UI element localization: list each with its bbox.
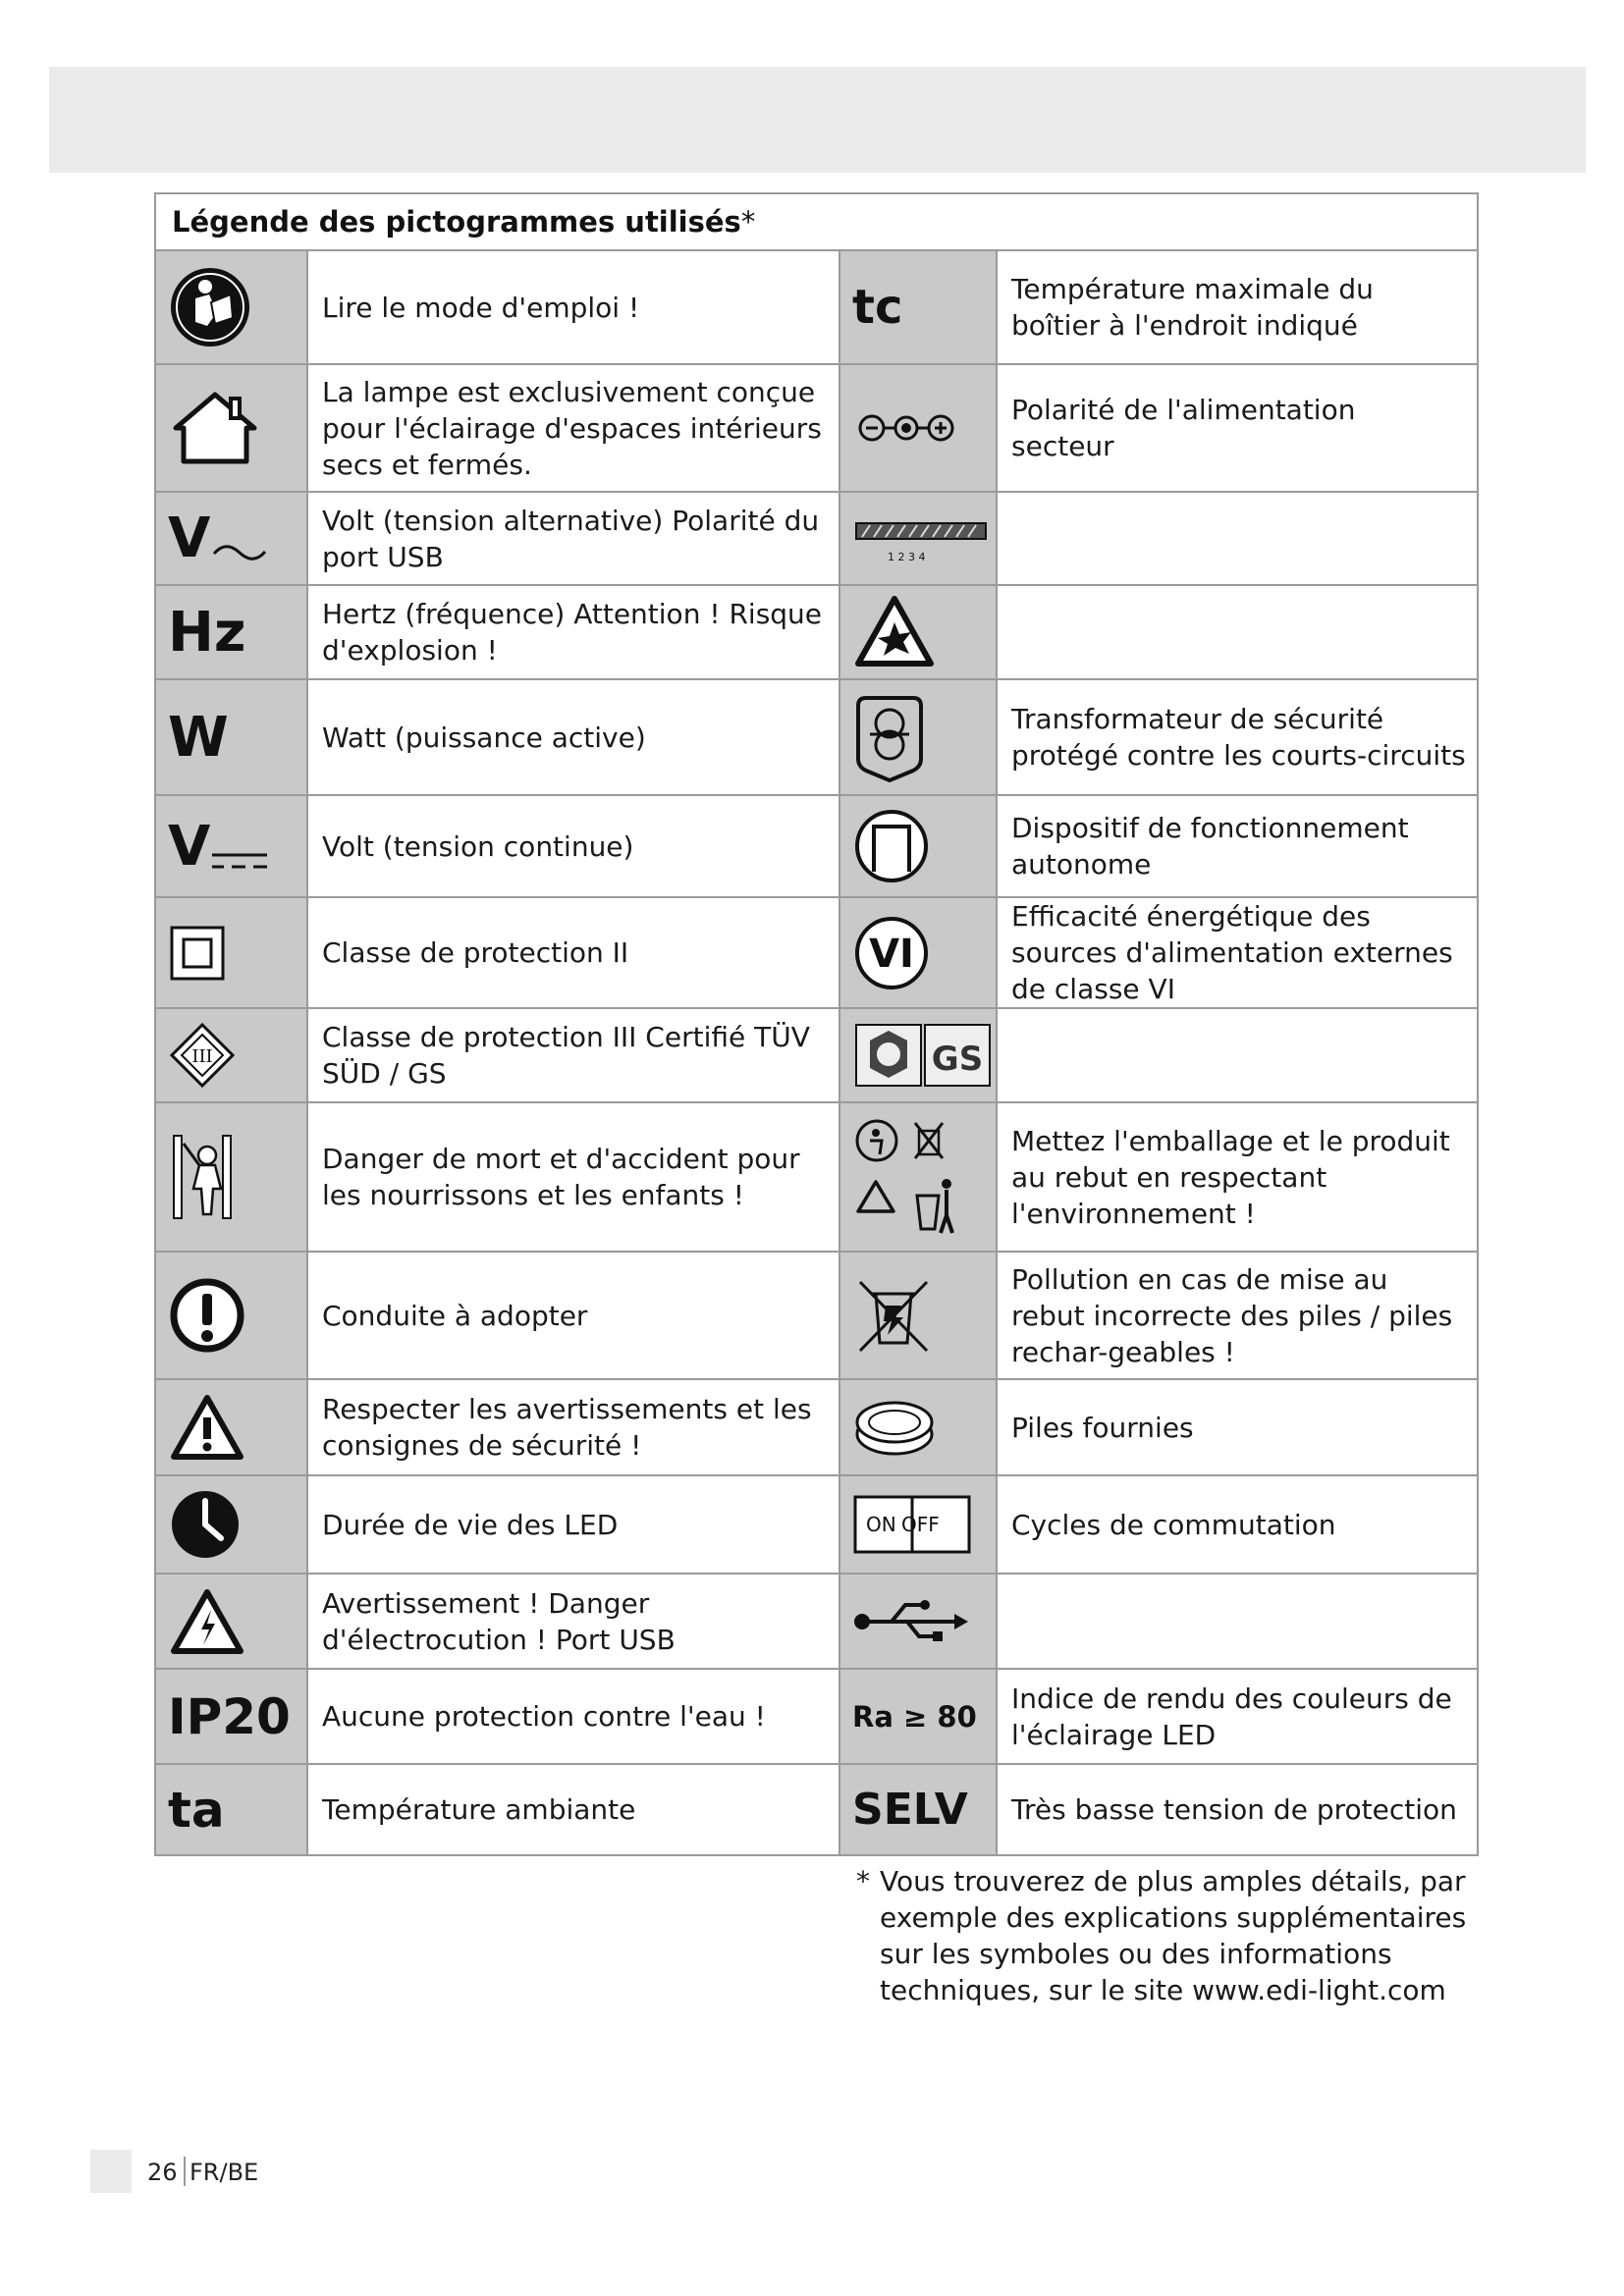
legend-description: Cycles de commutation [997, 1475, 1478, 1574]
ta-symbol [155, 1764, 307, 1855]
legend-description: Aucune protection contre l'eau ! [307, 1669, 839, 1764]
legend-title-mark: * [740, 205, 756, 239]
selv-symbol [839, 1764, 997, 1855]
legend-description: Classe de protection III Certifié TÜV SÜD / GS [307, 1008, 839, 1102]
legend-description: Très basse tension de protection [997, 1764, 1478, 1855]
gs-glyph: GS [931, 1040, 984, 1079]
legend-description: Mettez l'emballage et le produit au rebut en respectant l'environnement ! [997, 1102, 1478, 1252]
legend-description [997, 585, 1478, 679]
legend-description: Transformateur de sécurité protégé contre les courts-circuits [997, 679, 1478, 795]
electric-shock-icon [155, 1574, 307, 1669]
vi-glyph: VI [869, 931, 914, 977]
battery-icon [839, 1379, 997, 1475]
legend-description: Danger de mort et d'accident pour les nourrissons et les enfants ! [307, 1102, 839, 1252]
ip20-symbol [155, 1669, 307, 1764]
clock-icon [155, 1475, 307, 1574]
legend-row [155, 1008, 1478, 1102]
footnote-mark: * [856, 1865, 870, 1897]
legend-row [155, 897, 1478, 1008]
locale-label: FR/BE [189, 2159, 259, 2186]
watt-glyph: W [168, 705, 229, 770]
usb-pin-numbers: 1 2 3 4 [888, 550, 926, 563]
pictogram-legend-table [154, 192, 1479, 1856]
tc-symbol [839, 250, 997, 364]
hz-symbol [155, 585, 307, 679]
legend-description: Indice de rendu des couleurs de l'éclairage LED [997, 1669, 1478, 1764]
legend-description: Classe de protection II [307, 897, 839, 1008]
ip20-glyph: IP20 [168, 1687, 291, 1745]
legend-description: Conduite à adopter [307, 1252, 839, 1379]
protection-class-3-icon [155, 1008, 307, 1102]
on-glyph: ON [866, 1513, 896, 1536]
hz-glyph: Hz [168, 600, 246, 665]
legend-description: Hertz (fréquence) Attention ! Risque d'explosion ! [307, 585, 839, 679]
warning-triangle-icon [155, 1379, 307, 1475]
crossed-bin-icon [839, 1252, 997, 1379]
legend-row [155, 1252, 1478, 1379]
protection-class-2-icon [155, 897, 307, 1008]
legend-description: Température ambiante [307, 1764, 839, 1855]
volt-dc-symbol [155, 795, 307, 897]
legend-row [155, 250, 1478, 364]
recycling-icon [839, 1102, 997, 1252]
legend-row [155, 585, 1478, 679]
ta-glyph: ta [168, 1781, 225, 1839]
page-number: 26 [147, 2159, 178, 2186]
legend-description [997, 492, 1478, 585]
ra-symbol [839, 1669, 997, 1764]
footnote-text: Vous trouverez de plus amples détails, par exemple des explications supplémentaires sur les symboles ou des informations techniques, sur le site www.edi-light.com [880, 1865, 1467, 2006]
usb-port-polarity-icon [839, 492, 997, 585]
ra-glyph: Ra ≥ 80 [852, 1699, 977, 1734]
legend-description: Dispositif de fonctionnement autonome [997, 795, 1478, 897]
page-number-box [90, 2150, 132, 2193]
legend-description: Piles fournies [997, 1379, 1478, 1475]
legend-description: Polarité de l'alimentation secteur [997, 364, 1478, 492]
on-off-icon [839, 1475, 997, 1574]
watt-symbol [155, 679, 307, 795]
legend-description: Pollution en cas de mise au rebut incorrecte des piles / piles rechar-geables ! [997, 1252, 1478, 1379]
legend-description: Durée de vie des LED [307, 1475, 839, 1574]
child-danger-icon [155, 1102, 307, 1252]
legend-row [155, 1475, 1478, 1574]
legend-title-text: Légende des pictogrammes utilisés [172, 205, 741, 239]
iii-glyph: III [191, 1046, 213, 1067]
polarity-icon [839, 364, 997, 492]
legend-title [155, 193, 1478, 250]
tuv-gs-icon [839, 1008, 997, 1102]
legend-row [155, 1379, 1478, 1475]
efficiency-vi-icon [839, 897, 997, 1008]
selv-glyph: SELV [852, 1785, 968, 1835]
legend-row [155, 795, 1478, 897]
house-icon [155, 364, 307, 492]
volt-glyph: V [168, 814, 211, 879]
legend-row [155, 1102, 1478, 1252]
legend-description: Avertissement ! Danger d'électrocution ! Port USB [307, 1574, 839, 1669]
footer-divider [184, 2157, 186, 2186]
legend-description: Température maximale du boîtier à l'endroit indiqué [997, 250, 1478, 364]
off-glyph: OFF [901, 1513, 940, 1536]
legend-row [155, 492, 1478, 585]
legend-row [155, 1669, 1478, 1764]
read-manual-icon [155, 250, 307, 364]
legend-description: Efficacité énergétique des sources d'alimentation externes de classe VI [997, 897, 1478, 1008]
legend-description [997, 1574, 1478, 1669]
legend-description: La lampe est exclusivement conçue pour l'éclairage d'espaces intérieurs secs et fermés. [307, 364, 839, 492]
tc-glyph: tc [852, 280, 903, 335]
volt-ac-symbol [155, 492, 307, 585]
usb-icon [839, 1574, 997, 1669]
legend-row [155, 679, 1478, 795]
independent-device-icon [839, 795, 997, 897]
legend-description: Watt (puissance active) [307, 679, 839, 795]
legend-description: Volt (tension alternative) Polarité du port USB [307, 492, 839, 585]
explosion-warning-icon [839, 585, 997, 679]
legend-row [155, 1764, 1478, 1855]
legend-description: Respecter les avertissements et les consignes de sécurité ! [307, 1379, 839, 1475]
legend-row [155, 1574, 1478, 1669]
header-band [49, 67, 1586, 173]
footnote [856, 1863, 1485, 2008]
exclamation-icon [155, 1252, 307, 1379]
legend-title-row [155, 193, 1478, 250]
legend-row [155, 364, 1478, 492]
safety-transformer-icon [839, 679, 997, 795]
legend-description: Volt (tension continue) [307, 795, 839, 897]
volt-glyph: V [168, 507, 211, 570]
legend-description [997, 1008, 1478, 1102]
legend-description: Lire le mode d'emploi ! [307, 250, 839, 364]
